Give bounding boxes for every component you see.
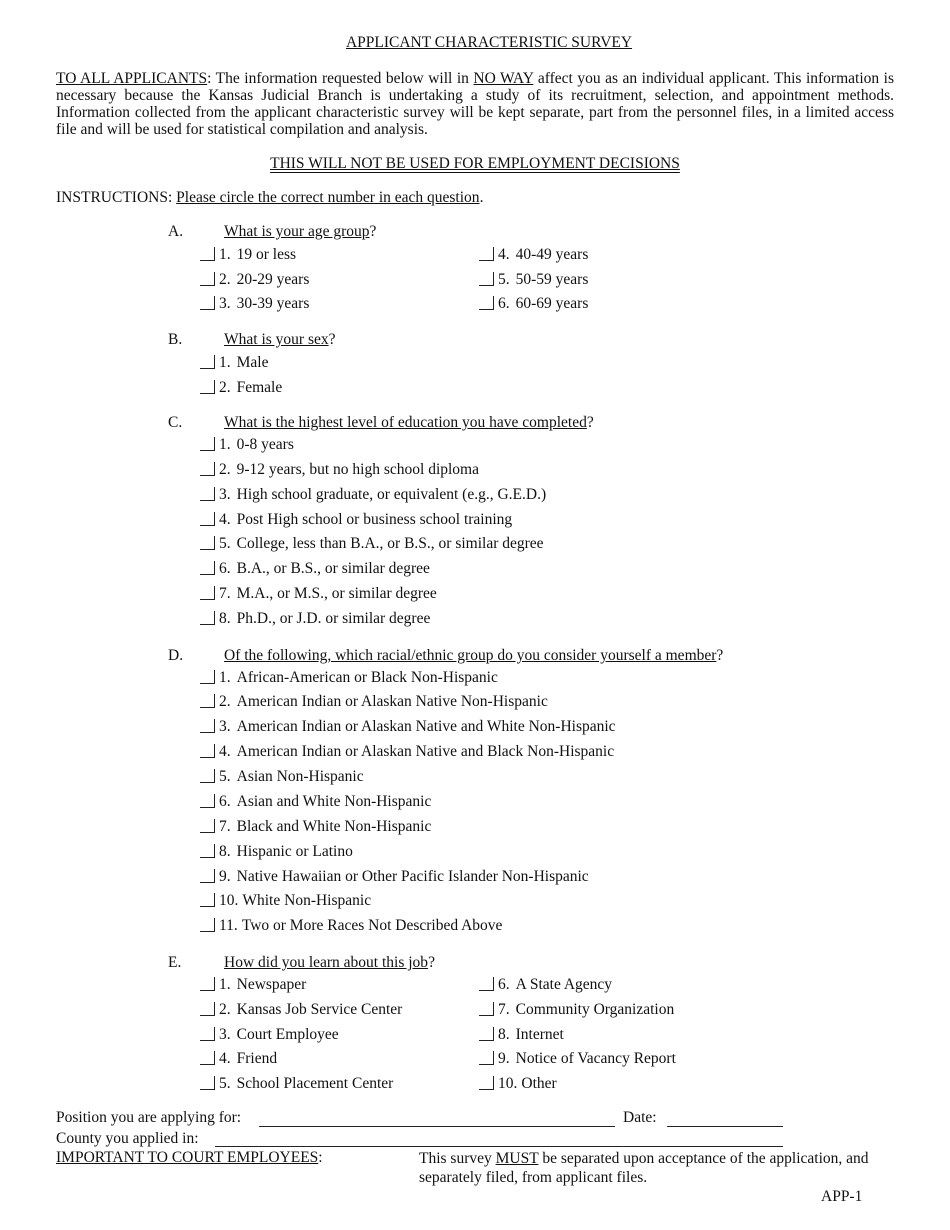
checkbox[interactable] [479,1027,494,1041]
option-number: 9. [498,1050,510,1067]
option-label: Black and White Non-Hispanic [236,818,432,835]
option-number: 1. [219,436,231,453]
checkbox[interactable] [200,719,215,733]
checkbox[interactable] [200,586,215,600]
option-b-2[interactable] [200,378,282,398]
option-number: 1. [219,354,231,371]
option-label: Newspaper [236,976,307,993]
option-number: 2. [219,693,231,710]
checkbox[interactable] [200,561,215,575]
intro-paragraph [56,70,894,138]
page-title: APPLICANT CHARACTERISTIC SURVEY [345,34,633,51]
option-number: 10. [219,892,239,909]
option-label: B.A., or B.S., or similar degree [236,560,430,577]
option-label: 60-69 years [515,295,589,312]
option-d-6[interactable] [200,792,431,812]
checkbox[interactable] [200,1051,215,1065]
option-number: 2. [219,1001,231,1018]
option-label: Post High school or business school training [236,511,513,528]
option-e-10[interactable] [479,1074,557,1094]
option-number: 7. [219,585,231,602]
option-label: Ph.D., or J.D. or similar degree [236,610,431,627]
option-c-3[interactable] [200,485,546,505]
option-d-10[interactable] [200,891,371,911]
question-a-letter: A. [168,223,184,240]
option-label: Community Organization [515,1001,675,1018]
option-number: 10. [498,1075,518,1092]
option-number: 11. [219,917,238,934]
option-label: Court Employee [236,1026,339,1043]
employment-notice: THIS WILL NOT BE USED FOR EMPLOYMENT DECISIONS [270,155,680,172]
option-e-6[interactable] [479,975,612,995]
checkbox[interactable] [200,536,215,550]
option-e-1[interactable] [200,975,306,995]
checkbox[interactable] [479,1076,494,1090]
option-number: 7. [219,818,231,835]
option-label: A State Agency [515,976,613,993]
instructions [56,189,483,207]
option-number: 3. [219,718,231,735]
question-e-label: How did you learn about this job [224,954,429,971]
option-label: 40-49 years [515,246,589,263]
option-c-4[interactable] [200,510,512,530]
option-label: American Indian or Alaskan Native and White Non-Hispanic [236,718,616,735]
option-e-5[interactable] [200,1074,393,1094]
checkbox[interactable] [200,744,215,758]
option-d-2[interactable] [200,692,548,712]
checkbox[interactable] [200,355,215,369]
intro-lead: TO ALL APPLICANTS [56,70,208,87]
option-number: 6. [498,976,510,993]
question-b-text [224,331,336,349]
checkbox[interactable] [479,977,494,991]
question-b-label: What is your sex [224,331,329,348]
option-label: Asian and White Non-Hispanic [236,793,432,810]
option-number: 6. [498,295,510,312]
question-d-label: Of the following, which racial/ethnic group do you consider yourself a member [224,647,717,664]
option-label: High school graduate, or equivalent (e.g., G.E.D.) [236,486,547,503]
option-number: 7. [498,1001,510,1018]
option-a-1[interactable] [200,245,296,265]
county-field[interactable] [215,1146,783,1147]
option-label: School Placement Center [236,1075,394,1092]
checkbox[interactable] [200,869,215,883]
checkbox[interactable] [200,437,215,451]
checkbox[interactable] [200,512,215,526]
option-a-4[interactable] [479,245,588,265]
option-label: Internet [515,1026,564,1043]
option-c-7[interactable] [200,584,437,604]
intro-emphasis: NO WAY [473,70,534,87]
option-label: Asian Non-Hispanic [236,768,364,785]
option-label: M.A., or M.S., or similar degree [236,585,437,602]
county-label: County you applied in: [56,1130,199,1147]
option-a-6[interactable] [479,294,588,314]
option-number: 2. [219,271,231,288]
option-label: African-American or Black Non-Hispanic [236,669,498,686]
option-number: 6. [219,560,231,577]
question-c-letter: C. [168,414,183,431]
option-a-5[interactable] [479,270,588,290]
checkbox[interactable] [200,769,215,783]
question-a-label: What is your age group [224,223,370,240]
question-c-label: What is the highest level of education you have completed [224,414,587,431]
checkbox[interactable] [200,462,215,476]
option-label: Two or More Races Not Described Above [241,917,503,934]
option-number: 4. [498,246,510,263]
question-a-text [224,223,376,241]
option-label: 9-12 years, but no high school diploma [236,461,479,478]
option-a-2[interactable] [200,270,309,290]
option-d-3[interactable] [200,717,616,737]
option-number: 1. [219,976,231,993]
checkbox[interactable] [200,844,215,858]
option-d-5[interactable] [200,767,364,787]
checkbox[interactable] [200,977,215,991]
option-number: 3. [219,1026,231,1043]
question-c-mark: ? [586,414,594,431]
important-emphasis: MUST [495,1150,539,1167]
date-field[interactable] [667,1126,783,1127]
question-d-mark: ? [716,647,724,664]
checkbox[interactable] [479,296,494,310]
option-number: 8. [219,610,231,627]
checkbox[interactable] [200,1076,215,1090]
checkbox[interactable] [200,670,215,684]
option-label: 19 or less [236,246,297,263]
option-label: College, less than B.A., or B.S., or similar degree [236,535,544,552]
option-e-2[interactable] [200,1000,402,1020]
position-label: Position you are applying for: [56,1109,242,1126]
option-e-9[interactable] [479,1049,676,1069]
important-label-text: IMPORTANT TO COURT EMPLOYEES [56,1149,319,1166]
checkbox[interactable] [200,1027,215,1041]
checkbox[interactable] [200,487,215,501]
option-number: 5. [219,1075,231,1092]
question-b-mark: ? [328,331,336,348]
option-label: Native Hawaiian or Other Pacific Islander Non-Hispanic [236,868,589,885]
important-label-colon: : [318,1149,323,1166]
question-d-letter: D. [168,647,184,664]
option-label: Hispanic or Latino [236,843,353,860]
instructions-end: . [479,189,484,206]
option-number: 1. [219,246,231,263]
option-label: Male [236,354,269,371]
checkbox[interactable] [479,1002,494,1016]
date-label: Date: [623,1109,657,1126]
position-field[interactable] [259,1126,615,1127]
option-d-1[interactable] [200,668,498,688]
checkbox[interactable] [200,1002,215,1016]
option-label: Notice of Vacancy Report [515,1050,676,1067]
option-d-4[interactable] [200,742,614,762]
option-number: 8. [219,843,231,860]
important-text-1: This survey [419,1150,496,1167]
option-number: 6. [219,793,231,810]
checkbox[interactable] [200,819,215,833]
question-e-mark: ? [428,954,435,971]
option-e-3[interactable] [200,1025,339,1045]
option-d-11[interactable] [200,916,502,936]
option-number: 8. [498,1026,510,1043]
option-label: Friend [236,1050,278,1067]
option-number: 5. [219,535,231,552]
option-number: 5. [498,271,510,288]
checkbox[interactable] [200,893,215,907]
checkbox[interactable] [200,694,215,708]
important-text-2: be separated upon acceptance of the application, and separately filed, from applicant files. [419,1150,869,1186]
question-e-text [224,954,435,972]
option-c-8[interactable] [200,609,430,629]
instructions-text: Please circle the correct number in each question [176,189,480,206]
option-number: 3. [219,486,231,503]
option-number: 4. [219,1050,231,1067]
option-number: 4. [219,743,231,760]
option-label: American Indian or Alaskan Native and Black Non-Hispanic [236,743,615,760]
checkbox[interactable] [479,272,494,286]
question-b-letter: B. [168,331,183,348]
important-note [419,1149,895,1187]
page-number: APP-1 [821,1188,863,1205]
option-d-9[interactable] [200,867,589,887]
checkbox[interactable] [200,918,215,932]
checkbox[interactable] [200,296,215,310]
question-c-text [224,414,594,432]
option-d-8[interactable] [200,842,353,862]
option-number: 9. [219,868,231,885]
instructions-label: INSTRUCTIONS: [56,189,177,206]
option-number: 2. [219,461,231,478]
option-label: 30-39 years [236,295,310,312]
option-label: Kansas Job Service Center [236,1001,403,1018]
option-b-1[interactable] [200,353,268,373]
option-e-4[interactable] [200,1049,277,1069]
option-number: 5. [219,768,231,785]
option-number: 3. [219,295,231,312]
option-label: 0-8 years [236,436,294,453]
option-c-1[interactable] [200,435,294,455]
option-label: Other [521,1075,557,1092]
option-c-5[interactable] [200,534,544,554]
question-e-letter: E. [168,954,182,971]
option-label: 50-59 years [515,271,589,288]
option-number: 4. [219,511,231,528]
option-label: White Non-Hispanic [242,892,372,909]
option-number: 2. [219,379,231,396]
option-c-2[interactable] [200,460,479,480]
checkbox[interactable] [200,247,215,261]
intro-text-2: affect you as an individual applicant. This information is necessary because the Kansas Judicial Branch is undertaking a study of its recruitment, selection, and appointment methods. Information collected from the applicant characteristic survey will be kept separate, part from the personnel files, in a limited access file and will be used for statistical compilation and analysis. [56,70,894,138]
option-e-7[interactable] [479,1000,674,1020]
important-label [56,1149,323,1167]
checkbox[interactable] [200,272,215,286]
checkbox[interactable] [479,247,494,261]
checkbox[interactable] [200,794,215,808]
question-a-mark: ? [369,223,377,240]
option-a-3[interactable] [200,294,309,314]
checkbox[interactable] [200,380,215,394]
option-label: American Indian or Alaskan Native Non-Hispanic [236,693,548,710]
option-d-7[interactable] [200,817,431,837]
question-d-text [224,647,723,665]
option-e-8[interactable] [479,1025,564,1045]
checkbox[interactable] [200,611,215,625]
option-label: Female [236,379,283,396]
option-number: 1. [219,669,231,686]
checkbox[interactable] [479,1051,494,1065]
intro-text-1: : The information requested below will in [207,70,474,87]
option-label: 20-29 years [236,271,310,288]
option-c-6[interactable] [200,559,430,579]
